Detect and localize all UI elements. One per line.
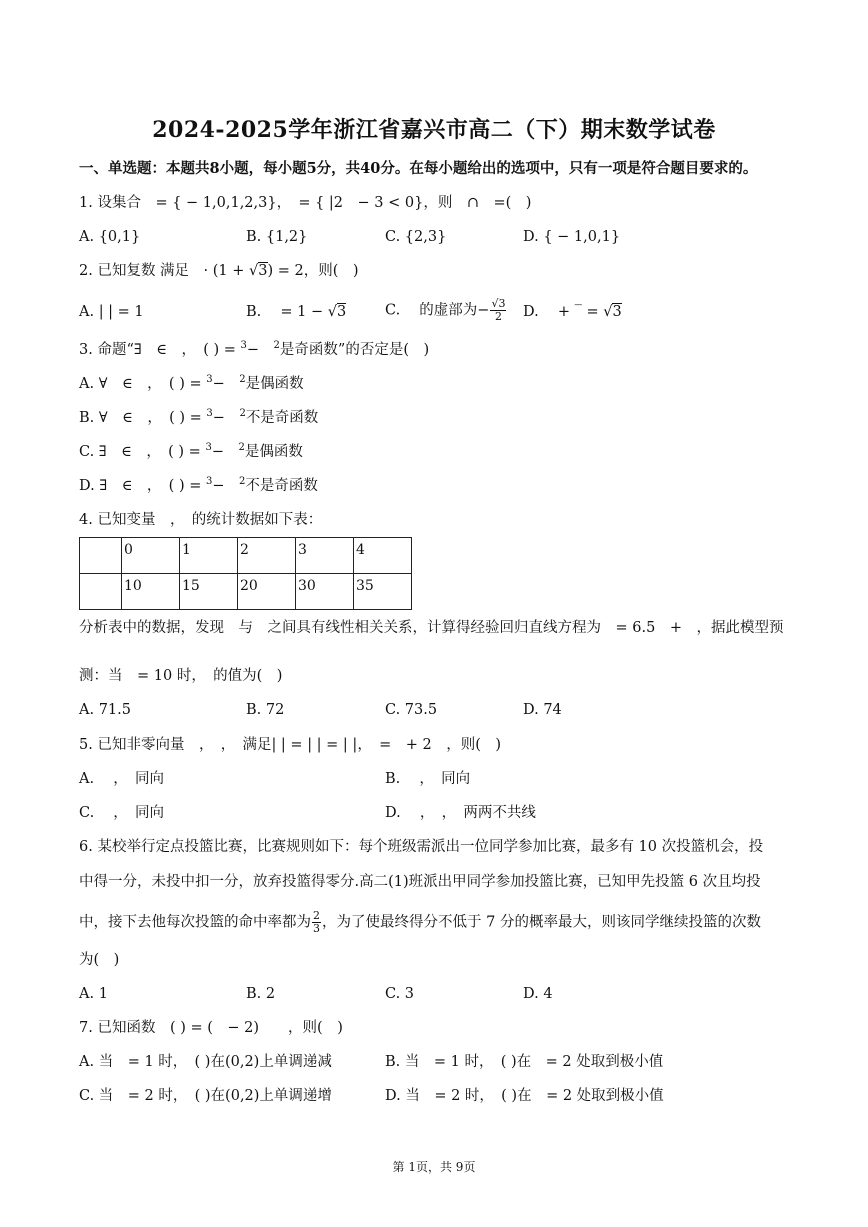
- section-heading: 一、单选题：本题共8小题，每小题5分，共40分。在每小题给出的选项中，只有一项是符合题目要求的。: [79, 160, 758, 177]
- q2-stem-post: ) = 2，则( ): [267, 263, 359, 279]
- q2-option-b: [246, 302, 346, 322]
- q2-option-d-root: 3: [612, 304, 622, 320]
- q3-option-a: [79, 374, 304, 394]
- q3-stem-pre: 3. 命题“∃ ∈ ， ( ) =: [79, 342, 241, 358]
- fraction-denominator: 2: [494, 310, 502, 323]
- q3-option-d: [79, 476, 318, 496]
- question-1-stem: 1. 设集合 = { − 1,0,1,2,3}， = { |2 − 3 < 0}，则 ∩ =( ): [79, 195, 532, 211]
- exponent: 2: [239, 476, 246, 487]
- q4-option-d: D. 74: [523, 702, 562, 718]
- table-cell: 4: [354, 538, 412, 574]
- question-6-line-2: 中得一分，未投中扣一分，放弃投篮得零分.高二(1)班派出甲同学参加投篮比赛，已知甲先投篮 6 次且均投: [79, 874, 761, 890]
- question-3-stem: [79, 340, 429, 360]
- fraction: [312, 910, 321, 935]
- q6-option-a: A. 1: [79, 986, 108, 1002]
- q1-option-a: A. {0,1}: [79, 229, 141, 245]
- q2-option-d-text: D. + ‾ =: [523, 304, 604, 320]
- q4-option-a: A. 71.5: [79, 702, 131, 718]
- exponent: 2: [273, 340, 280, 351]
- table-cell: 10: [122, 574, 180, 610]
- fraction-numerator: 2: [313, 909, 320, 922]
- q3-option-text: 不是奇函数: [245, 410, 319, 426]
- q3-option-text: A. ∀ ∈ ， ( ) =: [79, 376, 207, 392]
- q5-option-d: D. ， ， 两两不共线: [385, 805, 536, 821]
- q3-option-text: 是偶函数: [245, 376, 304, 392]
- q7-option-c: C. 当 = 2 时， ( )在(0,2)上单调递增: [79, 1088, 332, 1104]
- q2-option-b-text: B. = 1 −: [246, 304, 328, 320]
- q4-analysis-line-2: 测：当 = 10 时， 的值为( ): [79, 668, 283, 684]
- table-cell: 15: [180, 574, 238, 610]
- q3-stem-mid: −: [246, 342, 274, 358]
- table-cell: 30: [296, 574, 354, 610]
- q3-option-text: B. ∀ ∈ ， ( ) =: [79, 410, 207, 426]
- q6-option-b: B. 2: [246, 986, 276, 1002]
- statistics-table: [79, 537, 412, 610]
- q2-option-c: [385, 298, 507, 323]
- q1-option-d: D. { − 1,0,1}: [523, 229, 621, 245]
- exponent: 3: [206, 374, 213, 385]
- sqrt-symbol: √: [327, 304, 337, 320]
- fraction-numerator: √3: [491, 297, 506, 310]
- exponent: 3: [205, 476, 213, 487]
- q5-option-a: A. ， 同向: [79, 771, 164, 787]
- q3-option-text: C. ∃ ∈ ， ( ) =: [79, 444, 206, 460]
- table-cell: 3: [296, 538, 354, 574]
- table-cell: 20: [238, 574, 296, 610]
- q2-stem-root: 3: [258, 263, 268, 279]
- q3-option-b: [79, 408, 318, 428]
- table-cell: 1: [180, 538, 238, 574]
- question-6-line-4: 为( ): [79, 952, 120, 968]
- q3-option-text: 不是奇函数: [245, 478, 318, 494]
- q3-option-text: −: [212, 478, 239, 494]
- table-cell: 2: [238, 538, 296, 574]
- question-7-stem: 7. 已知函数 ( ) = ( − 2) ，则( ): [79, 1020, 343, 1036]
- q5-option-c: C. ， 同向: [79, 805, 165, 821]
- sqrt-symbol: √: [603, 304, 613, 320]
- q7-option-d: D. 当 = 2 时， ( )在 = 2 处取到极小值: [385, 1088, 664, 1104]
- q4-option-b: B. 72: [246, 702, 285, 718]
- q5-option-b: B. ， 同向: [385, 771, 471, 787]
- q3-stem-post: 是奇函数”的否定是( ): [279, 342, 430, 358]
- question-6-line-1: 6. 某校举行定点投篮比赛，比赛规则如下：每个班级需派出一位同学参加比赛，最多有 10 次投篮机会，投: [79, 839, 764, 855]
- q2-option-d: [523, 302, 622, 322]
- page-footer: 第 1页，共 9页: [392, 1160, 476, 1174]
- fraction-denominator: 3: [313, 922, 320, 935]
- q6-line3-post: ，为了使最终得分不低于 7 分的概率最大，则该同学继续投篮的次数: [322, 914, 761, 931]
- q3-option-text: −: [212, 376, 240, 392]
- q6-option-d: D. 4: [523, 986, 553, 1002]
- exponent: 3: [205, 442, 212, 453]
- q3-option-c: [79, 442, 303, 462]
- q6-line3-pre: 中，接下去他每次投篮的命中率都为: [79, 914, 311, 931]
- q2-option-c-text: C. 的虚部为−: [385, 302, 490, 319]
- q2-stem-pre: 2. 已知复数 满足 · (1 +: [79, 263, 250, 279]
- q3-option-text: −: [211, 444, 239, 460]
- q2-option-a: A. | | = 1: [79, 304, 144, 320]
- table-row: [80, 574, 412, 610]
- question-4-stem: 4. 已知变量 ， 的统计数据如下表：: [79, 512, 323, 528]
- q3-option-text: 是偶函数: [244, 444, 303, 460]
- exponent: 2: [239, 374, 246, 385]
- question-5-stem: 5. 已知非零向量 ， ， 满足| | = | | = | |， = + 2 ，则( ): [79, 737, 502, 753]
- q3-option-text: D. ∃ ∈ ， ( ) =: [79, 478, 206, 494]
- table-cell: 0: [122, 538, 180, 574]
- q6-option-c: C. 3: [385, 986, 415, 1002]
- exponent: 2: [239, 408, 246, 419]
- q3-option-text: −: [212, 410, 240, 426]
- q4-analysis-line-1: 分析表中的数据，发现 与 之间具有线性相关关系，计算得经验回归直线方程为 = 6.5 + ，据此模型预: [79, 620, 784, 636]
- page-title: 2024-2025学年浙江省嘉兴市高二（下）期末数学试卷: [152, 117, 716, 143]
- table-cell: [80, 538, 122, 574]
- exponent: 3: [206, 408, 213, 419]
- exponent: 2: [238, 442, 245, 453]
- q2-option-b-root: 3: [336, 304, 347, 320]
- q7-option-b: B. 当 = 1 时， ( )在 = 2 处取到极小值: [385, 1054, 664, 1070]
- question-2-stem: [79, 261, 359, 281]
- sqrt-symbol: √: [249, 263, 259, 279]
- q4-option-c: C. 73.5: [385, 702, 438, 718]
- table-cell: [80, 574, 122, 610]
- table-row: [80, 538, 412, 574]
- q7-option-a: A. 当 = 1 时， ( )在(0,2)上单调递减: [79, 1054, 332, 1070]
- table-cell: 35: [354, 574, 412, 610]
- q1-option-b: B. {1,2}: [246, 229, 308, 245]
- exponent: 3: [240, 340, 247, 351]
- q1-option-c: C. {2,3}: [385, 229, 447, 245]
- fraction: [490, 298, 506, 323]
- question-6-line-3: [79, 910, 761, 935]
